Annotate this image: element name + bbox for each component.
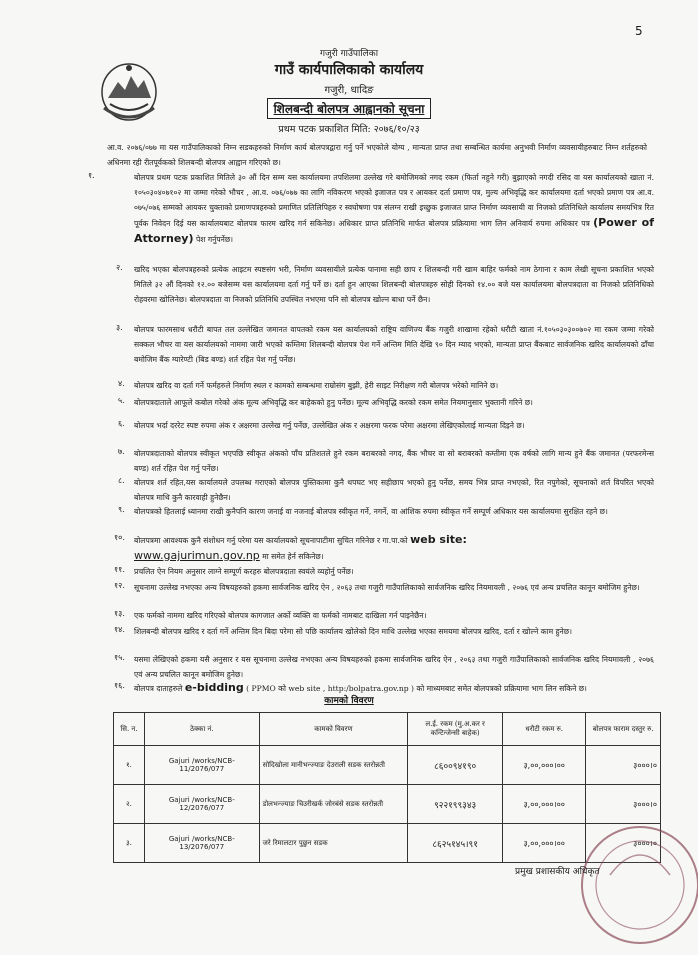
condition-text: यसमा लेखिएको हकमा यसै अनुसार र यस सूचनामा उल्लेख नभएका अन्य विषयहरुको हकमा सार्वजनिक खरिद ऐन , २०६३ तथा गजुरी गाउँपालिकाको सार्वजनिक खरिद नियमावली , २०७६ एवं अन्य प्रचलित कानून बमोजिम हुनेछ। <box>134 655 654 679</box>
first-publish-date: प्रथम पटक प्रकाशित मिति: २०७६/१०/२३ <box>278 124 420 135</box>
office-stamp-icon <box>570 815 698 955</box>
column-header: बोलपत्र फाराम दस्तुर रु. <box>586 713 661 746</box>
page-number: 5 <box>635 24 643 38</box>
condition-text: बोलपत्रमा आवश्यक कुनै संशोधन गर्नु परेमा यस कार्यालयको सूचनापाटीमा सुचित गरिनेछ र गा.पा.को web site: www.gajurimun.gov.np मा समेत हेर्न सकिनेछ। <box>134 533 467 562</box>
table-row <box>114 746 661 785</box>
condition-number: ३. <box>116 323 123 332</box>
condition-number: १४. <box>114 625 125 634</box>
cell-sn: १. <box>114 746 145 785</box>
cell-amount: ८६००९४१९० <box>408 746 503 785</box>
works-section-title: कामको विवरण <box>324 696 374 706</box>
condition-text: बोलपत्र प्रथम पटक प्रकाशित मितिले ३० औं दिन सम्म यस कार्यालयमा तपशिलमा उल्लेख गरे बमोजिमको नगद रकम (फिर्ता नहुने गरी) बुझाएको नगदी रसिद वा यस कार्यालयको खाता नं. १०५०३०४०७१०२ मा जम्मा गरेको भौचर , आ.व. ०७६/०७७ का लागि नविकरण भएको इजाजत पत्र र आयकर दर्ता प्रमाण पत्र, मुल्य अभिवृद्धि कर कार्यालयमा दर्ता भएको प्रमाण पत्र आ.व. ०७५/०७६ सम्मको आयकर चुक्ताको प्रमाणपत्रहरुको प्रमाणित प्रतिलिपिहरु र स्वघोषणा पत्र संलग्न राखी इच्छुक इजाजत प्राप्त निर्माण व्यवसायी वा निजको प्रतिनिधिले कार्यालय समयभित्र रित पूर्वक निवेदन दिई यस कार्यालयबाट बोलपत्र फारम खरिद गर्न सकिनेछ। अधिकार प्राप्त प्रतिनिधि मार्फत बोलपत्र प्रक्रियामा भाग लिन अनिवार्य रुपमा अधिकार पत्र (Power of Attorney) पेश गर्नुपर्नेछ। <box>134 173 655 245</box>
cell-tender: Gajuri /works/NCB-12/2076/077 <box>144 785 259 824</box>
cell-tender: Gajuri /works/NCB-11/2076/077 <box>144 746 259 785</box>
condition-text: खरिद भएका बोलपत्रहरुको प्रत्येक आइटम स्पष्टसंग भरी, निर्माण व्यवसायीले प्रत्येक पानामा सही छाप र शिलबन्दी गरी खाम बाहिर फर्मको नाम ठेगाना र काम लेखी सूचना प्रकाशित भएको मितिले ३२ औं दिनको १२.०० बजेसम्म यस कार्यालयमा दर्ता गर्नु पर्ने छ। दर्ता हुन आएका शिलबन्दी बोलपत्रहरु सोही दिनको १४.०० बजे यस कार्यालयमा बोलपत्रदाता वा निजको प्रतिनिधिको रोहवरमा खोलिनेछ। बोलपत्रदाता वा निजको प्रतिनिधि उपस्थित नभएमा पनि सो बोलपत्र खोल्न बाधा पर्ने छैन। <box>134 265 654 304</box>
office-title: गाउँ कार्यपालिकाको कार्यालय <box>274 62 424 78</box>
condition-text: एक फर्मको नाममा खरिद गरिएको बोलपत्र कागजात अर्को व्यक्ति वा फर्मको नामबाट दाखिला गर्न पाइनेछैन। <box>134 611 427 620</box>
condition-number: २. <box>116 263 123 272</box>
column-header: कामको विवरण <box>259 713 408 746</box>
column-header: ठेक्का नं. <box>144 713 259 746</box>
condition-text: बोलपत्र खरिद वा दर्ता गर्ने फर्महरुले निर्माण स्थल र कामको सम्बन्धमा राम्रोसंग बुझी, हेरी साइट निरीक्षण गरी बोलपत्र भरेको मानिने छ। <box>134 381 499 390</box>
column-header: सि. न. <box>114 713 145 746</box>
condition-number: ८. <box>118 476 125 485</box>
condition-text: शिलबन्दी बोलपत्र खरिद र दर्ता गर्ने अन्तिम दिन बिदा परेमा सो पछि कार्यालय खोलेको दिन माथि उल्लेख भएका समयमा बोलपत्र खरिद, दर्ता र खोल्ने काम हुनेछ। <box>134 627 572 636</box>
website-link[interactable]: www.gajurimun.gov.np <box>134 549 260 562</box>
table-header-row <box>114 713 661 746</box>
condition-text: बोलपत्रदाताले आफूले कबोल गरेको अंक मूल्य अभिवृद्धि कर बाहेकको हुनु पर्नेछ। मूल्य अभिवृद्धि करको रकम समेत नियमानुसार भुक्तानी गरिने छ। <box>134 398 533 407</box>
condition-number: १३. <box>114 609 125 618</box>
cell-description: सोदिखोला मानीभन्ज्याङ देउराली सडक स्तरोन्नती <box>259 746 408 785</box>
condition-number: १०. <box>114 533 125 542</box>
condition-number: १५. <box>114 653 125 662</box>
condition-number: ७. <box>118 447 125 456</box>
condition-number: ५. <box>118 396 125 405</box>
condition-text: बोलपत्र फारमसाथ धरौटी बापत तल उल्लेखित जमानत वापतको रकम यस कार्यालयको राष्ट्रिय वाणिज्य बैंक गजुरी शाखामा रहेको धरौटी खाता नं.१०५०३०३००७०२ मा रकम जम्मा गरेको सक्कल भौचर वा यस कार्यालयको नाममा जारी भएको कम्तिमा शिलबन्दी बोलपत्र पेश गर्ने अन्तिम मिति देखि ९० दिन म्याद भएको, मान्यता प्राप्त बैंकबाट सार्वजनिक खरिद कार्यालयको ढाँचा बमोजिम बैंक ग्यारेण्टी (बिड बण्ड) शर्त रहित पेश गर्नु पर्नेछ। <box>134 325 654 364</box>
cell-tender: Gajuri /works/NCB-13/2076/077 <box>144 824 259 863</box>
condition-text: बोलपत्र भर्दा दररेट स्पष्ट रुपमा अंक र अक्षरमा उल्लेख गर्नु पर्नेछ, उल्लेखित अंक र अक्षरमा फरक परेमा अक्षरमा लेखिएकोलाई मान्यता दिइने छ। <box>134 421 525 430</box>
condition-number: ४. <box>118 379 125 388</box>
notice-title-box <box>0 98 698 119</box>
condition-number: ६. <box>118 419 125 428</box>
cell-description: जरे रिमालटार पुछुन सडक <box>259 824 408 863</box>
condition-number: १. <box>88 171 95 180</box>
cell-fee: ३०००।० <box>586 824 661 863</box>
condition-number: ११. <box>114 565 125 574</box>
condition-number: १२. <box>114 581 125 590</box>
condition-number: ९. <box>118 505 125 514</box>
condition-number: १६. <box>114 681 125 690</box>
cell-deposit: ३,००,०००।०० <box>503 824 586 863</box>
signature-line <box>528 862 646 863</box>
signatory-title: प्रमुख प्रशासकीय अधिकृत <box>515 867 600 877</box>
cell-sn: ३. <box>114 824 145 863</box>
cell-fee: ३०००।० <box>586 785 661 824</box>
cell-fee: ३०००।० <box>586 746 661 785</box>
condition-text: बोलपत्रदाताको बोलपत्र स्वीकृत भएपछि स्वीकृत अंकको पाँच प्रतिशतले हुने रकम बराबरको नगद, बैंक भौचर वा सो बराबरको कम्तीमा एक वर्षको लागि मान्य हुने बैंक जमानत (परफरमेन्स बण्ड) शर्त रहित पेश गर्नु पर्नेछ। <box>134 449 654 473</box>
cell-amount: ८६२५१४५।९१ <box>408 824 503 863</box>
condition-text: बोलपत्रको हितलाई ध्यानमा राखी कुनैपनि कारण जनाई वा नजनाई बोलपत्र स्वीकृत गर्ने, नगर्ने, वा आंशिक रुपमा स्वीकृत गर्ने सम्पूर्ण अधिकार यस कार्यालयमा सुरक्षित रहने छ। <box>134 507 608 516</box>
intro-paragraph: आ.व. २०७६/०७७ मा यस गाउँपालिकाको निम्न सडकहरुको निर्माण कार्य बोलपत्रद्वारा गर्नु पर्ने भएकोले योग्य , मान्यता प्राप्त तथा सम्बन्धित कार्यमा अनुभवी निर्माण व्यवसायीहरुबाट निम्न शर्तहरुको अधिनमा रही रीतपूर्वकको शिलबन्दी बोलपत्र आह्वान गरिएको छ। <box>107 143 647 167</box>
cell-description: डोलभन्ज्याङ चिउरीखर्क जोरबंसे सडक स्तरोन्नती <box>259 785 408 824</box>
cell-amount: ९२२१९९३४३ <box>408 785 503 824</box>
notice-title: शिलबन्दी बोलपत्र आह्वानको सूचना <box>267 98 432 119</box>
column-header: धरौटी रकम रु. <box>503 713 586 746</box>
condition-text: बोलपत्र शर्त रहित,यस कार्यालयले उपलब्ध गराएको बोलपत्र पुस्तिकामा कुनै थपघट भए सहीछाप भएको हुनु पर्नेछ, समय भित्र प्राप्त नभएको, रित नपुगेको, सूचनाको शर्त विपरित भएको बोलपत्र माथि कुनै कारवाही हुनेछैन। <box>134 478 654 502</box>
office-line: गजुरी गाउँपालिका <box>319 49 379 59</box>
condition-text: सूचनामा उल्लेख नभएका अन्य विषयहरुको हकमा सार्वजनिक खरिद ऐन , २०६३ तथा गजुरी गाउँपालिकाको सार्वजनिक खरिद नियमावली , २०७६ एवं अन्य प्रचलित कानून बमोजिम हुनेछ। <box>134 583 640 592</box>
condition-text: प्रचलित ऐन नियम अनुसार लाग्ने सम्पूर्ण करहरु बोलपत्रदाता स्वयंले व्यहोर्नु पर्नेछ। <box>134 567 354 576</box>
condition-text: बोलपत्र दाताहरुले e-bidding ( PPMO को web site , http:/bolpatra.gov.np ) को माध्यमबाट समेत बोलपत्रको प्रक्रियामा भाग लिन सकिने छ। <box>134 681 587 694</box>
office-location: गजुरी, धादिङ <box>324 85 374 96</box>
cell-deposit: ३,००,०००।०० <box>503 785 586 824</box>
column-header: ल.ई. रकम (मु.अ.कर र कन्टिन्जेन्सी बाहेक) <box>408 713 503 746</box>
cell-sn: २. <box>114 785 145 824</box>
cell-deposit: ३,००,०००।०० <box>503 746 586 785</box>
